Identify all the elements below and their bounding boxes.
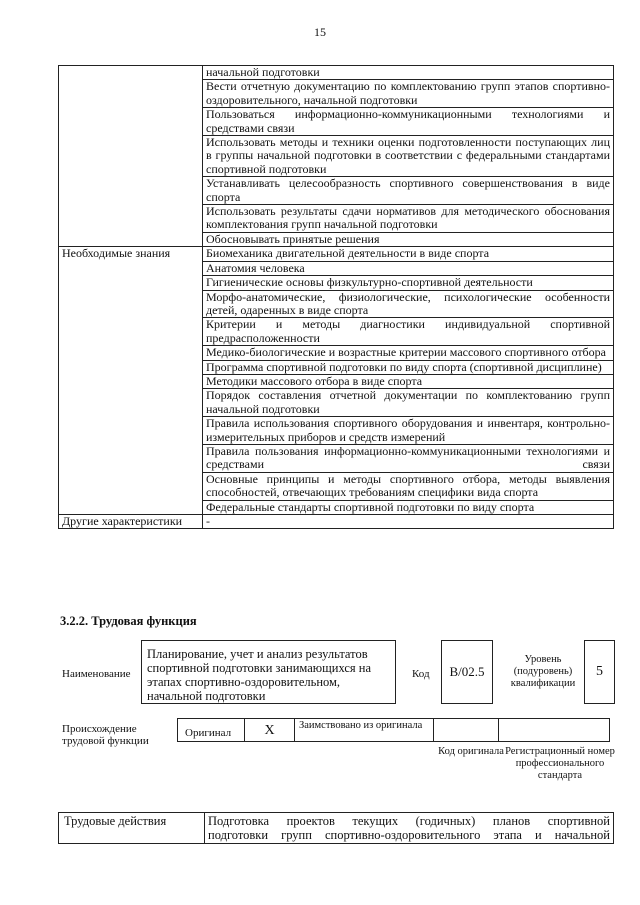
- category-label: Другие характеристики: [59, 515, 203, 529]
- table-cell: Обосновывать принятые решения: [203, 232, 614, 246]
- table-cell: Правила использования спортивного оборудования и инвентаря, контрольно-измерительных приборов и средств измерений: [203, 417, 614, 445]
- category-label: Необходимые знания: [59, 247, 203, 515]
- origin-code-label: Код оригинала: [438, 746, 504, 757]
- table-cell: Анатомия человека: [203, 261, 614, 275]
- table-cell: Использовать методы и техники оценки подготовленности поступающих лиц в группы начальной подготовки в соответствии с федеральными стандартами спортивной подготовки: [203, 136, 614, 177]
- origin-code-cell: [433, 718, 499, 742]
- reg-number-cell: [498, 718, 610, 742]
- borrowed-cell: Заимствовано из оригинала: [294, 718, 434, 742]
- table-cell: Биомеханика двигательной деятельности в виде спорта: [203, 247, 614, 261]
- table-cell: Правила пользования информационно-коммуникационными технологиями и средствами связи: [203, 444, 614, 472]
- table-cell: -: [203, 515, 614, 529]
- table-cell: Гигиенические основы физкультурно-спортивной деятельности: [203, 276, 614, 290]
- level-label: Уровень (подуровень) квалификации: [510, 654, 576, 689]
- table-cell: Критерии и методы диагностики индивидуальной спортивной предрасположенности: [203, 318, 614, 346]
- table-row: [59, 515, 614, 529]
- code-label: Код: [412, 668, 430, 680]
- skills-knowledge-table: [58, 65, 614, 529]
- table-cell: Порядок составления отчетной документации по комплектованию групп начальной подготовки: [203, 389, 614, 417]
- table-row: [59, 66, 614, 80]
- table-cell: Медико-биологические и возрастные критерии массового спортивного отбора: [203, 346, 614, 360]
- table-row: [59, 813, 614, 844]
- original-cell: Оригинал: [177, 718, 245, 742]
- function-code-box: B/02.5: [441, 640, 493, 704]
- origin-row: [178, 718, 610, 742]
- table-cell: начальной подготовки: [203, 66, 614, 80]
- table-row: [59, 247, 614, 261]
- table-cell: Устанавливать целесообразность спортивного совершенствования в виде спорта: [203, 177, 614, 205]
- labor-actions-table: [58, 812, 614, 844]
- table-cell: Методики массового отбора в виде спорта: [203, 374, 614, 388]
- actions-text-line: Подготовка проектов текущих (годичных) планов спортивной: [208, 814, 610, 828]
- level-box: 5: [584, 640, 615, 704]
- actions-text-line: подготовки групп спортивно-оздоровительного этапа и начальной: [208, 828, 610, 842]
- origin-label: Происхождение трудовой функции: [62, 723, 149, 747]
- page-number: 15: [314, 25, 326, 39]
- name-label: Наименование: [62, 668, 131, 680]
- function-name-box: Планирование, учет и анализ результатов спортивной подготовки занимающихся на этапах спортивно-оздоровительном, начальной подготовки: [141, 640, 396, 704]
- category-label: [59, 66, 203, 247]
- table-cell: Использовать результаты сдачи нормативов для методического обоснования комплектования групп начальной подготовки: [203, 205, 614, 233]
- table-cell: Основные принципы и методы спортивного отбора, методы выявления способностей, отвечающих требованиям специфики вида спорта: [203, 472, 614, 500]
- actions-text: [205, 813, 614, 844]
- table-cell: Пользоваться информационно-коммуникационными технологиями и средствами связи: [203, 108, 614, 136]
- table-cell: Морфо-анатомические, физиологические, психологические особенности детей, одаренных в виде спорта: [203, 290, 614, 318]
- section-title: 3.2.2. Трудовая функция: [60, 614, 197, 628]
- actions-label: Трудовые действия: [59, 813, 205, 844]
- reg-number-label: Регистрационный номер профессионального стандарта: [505, 746, 615, 781]
- table-cell: Федеральные стандарты спортивной подготовки по виду спорта: [203, 500, 614, 514]
- original-mark: X: [244, 718, 295, 742]
- table-cell: Вести отчетную документацию по комплектованию групп этапов спортивно-оздоровительного, начальной подготовки: [203, 80, 614, 108]
- table-cell: Программа спортивной подготовки по виду спорта (спортивной дисциплине): [203, 360, 614, 374]
